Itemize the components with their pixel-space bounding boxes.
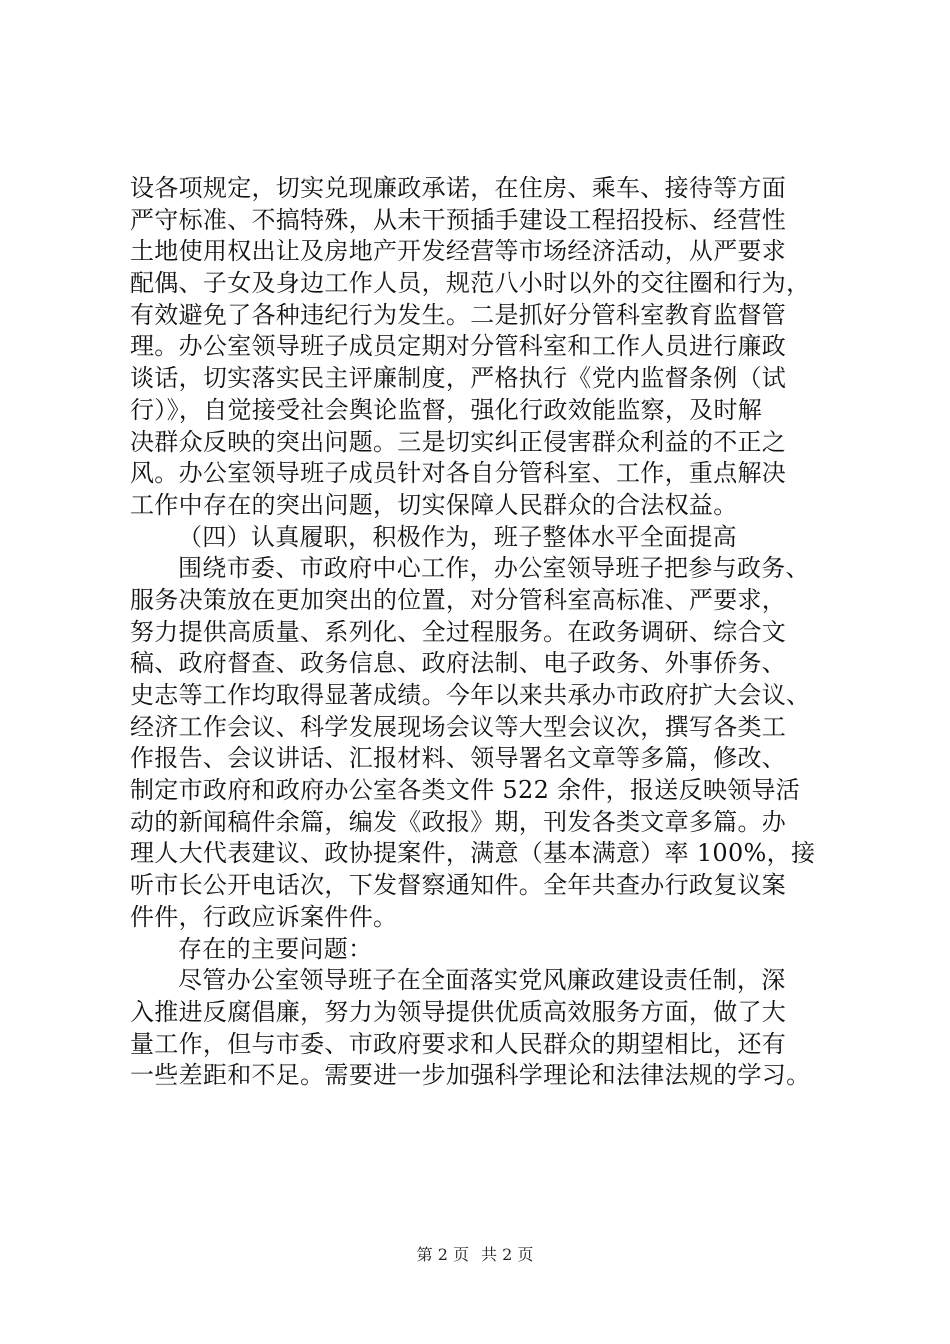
document-body — [130, 173, 860, 1092]
section-heading: （四）认真履职，积极作为，班子整体水平全面提高 — [178, 522, 737, 551]
paragraph-start: 围绕市委、市政府中心工作，办公室领导班子把参与政务、 — [178, 554, 810, 583]
page-total: 共 2 页 — [481, 1245, 534, 1264]
paragraph-start: 尽管办公室领导班子在全面落实党风廉政建设责任制，深 — [178, 966, 786, 995]
text-line: 入推进反腐倡廉，努力为领导提供优质高效服务方面，做了大 — [130, 997, 787, 1026]
text-line: 制定市政府和政府办公室各类文件 522 余件，报送反映领导活 — [130, 776, 801, 805]
text-line: 严守标准、不搞特殊，从未干预插手建设工程招投标、经营性 — [130, 205, 787, 234]
text-line: 量工作，但与市委、市政府要求和人民群众的期望相比，还有 — [130, 1029, 787, 1058]
text-line: 风。办公室领导班子成员针对各自分管科室、工作，重点解决 — [130, 459, 787, 488]
text-line: 动的新闻稿件余篇，编发《政报》期，刊发各类文章多篇。办 — [130, 807, 787, 836]
text-line: 听市长公开电话次，下发督察通知件。全年共查办行政复议案 — [130, 871, 787, 900]
text-line: 稿、政府督查、政务信息、政府法制、电子政务、外事侨务、 — [130, 649, 787, 678]
text-line: 行）》，自觉接受社会舆论监督，强化行政效能监察，及时解 — [130, 395, 763, 424]
text-line: 经济工作会议、科学发展现场会议等大型会议次，撰写各类工 — [130, 712, 787, 741]
text-line: 工作中存在的突出问题，切实保障人民群众的合法权益。 — [130, 490, 738, 519]
text-line: 理人大代表建议、政协提案件，满意（基本满意）率 100%，接 — [130, 839, 816, 868]
section-heading: 存在的主要问题： — [178, 934, 373, 963]
text-line: 一些差距和不足。需要进一步加强科学理论和法律法规的学习。 — [130, 1061, 811, 1090]
text-line: 配偶、子女及身边工作人员，规范八小时以外的交往圈和行为， — [130, 269, 811, 298]
page-footer — [0, 1245, 950, 1265]
text-line: 土地使用权出让及房地产开发经营等市场经济活动，从严要求 — [130, 237, 787, 266]
text-line: 服务决策放在更加突出的位置，对分管科室高标准、严要求， — [130, 585, 787, 614]
text-line: 作报告、会议讲话、汇报材料、领导署名文章等多篇，修改、 — [130, 744, 787, 773]
text-line: 谈话，切实落实民主评廉制度，严格执行《党内监督条例（试 — [130, 364, 787, 393]
text-line: 理。办公室领导班子成员定期对分管科室和工作人员进行廉政 — [130, 332, 787, 361]
text-line: 决群众反映的突出问题。三是切实纠正侵害群众利益的不正之 — [130, 427, 787, 456]
page-number: 第 2 页 — [416, 1245, 469, 1264]
text-line: 设各项规定，切实兑现廉政承诺，在住房、乘车、接待等方面 — [130, 174, 787, 202]
text-line: 件件，行政应诉案件件。 — [130, 902, 398, 931]
text-line: 有效避免了各种违纪行为发生。二是抓好分管科室教育监督管 — [130, 300, 787, 329]
text-line: 史志等工作均取得显著成绩。今年以来共承办市政府扩大会议、 — [130, 681, 811, 709]
text-line: 努力提供高质量、系列化、全过程服务。在政务调研、综合文 — [130, 617, 787, 646]
